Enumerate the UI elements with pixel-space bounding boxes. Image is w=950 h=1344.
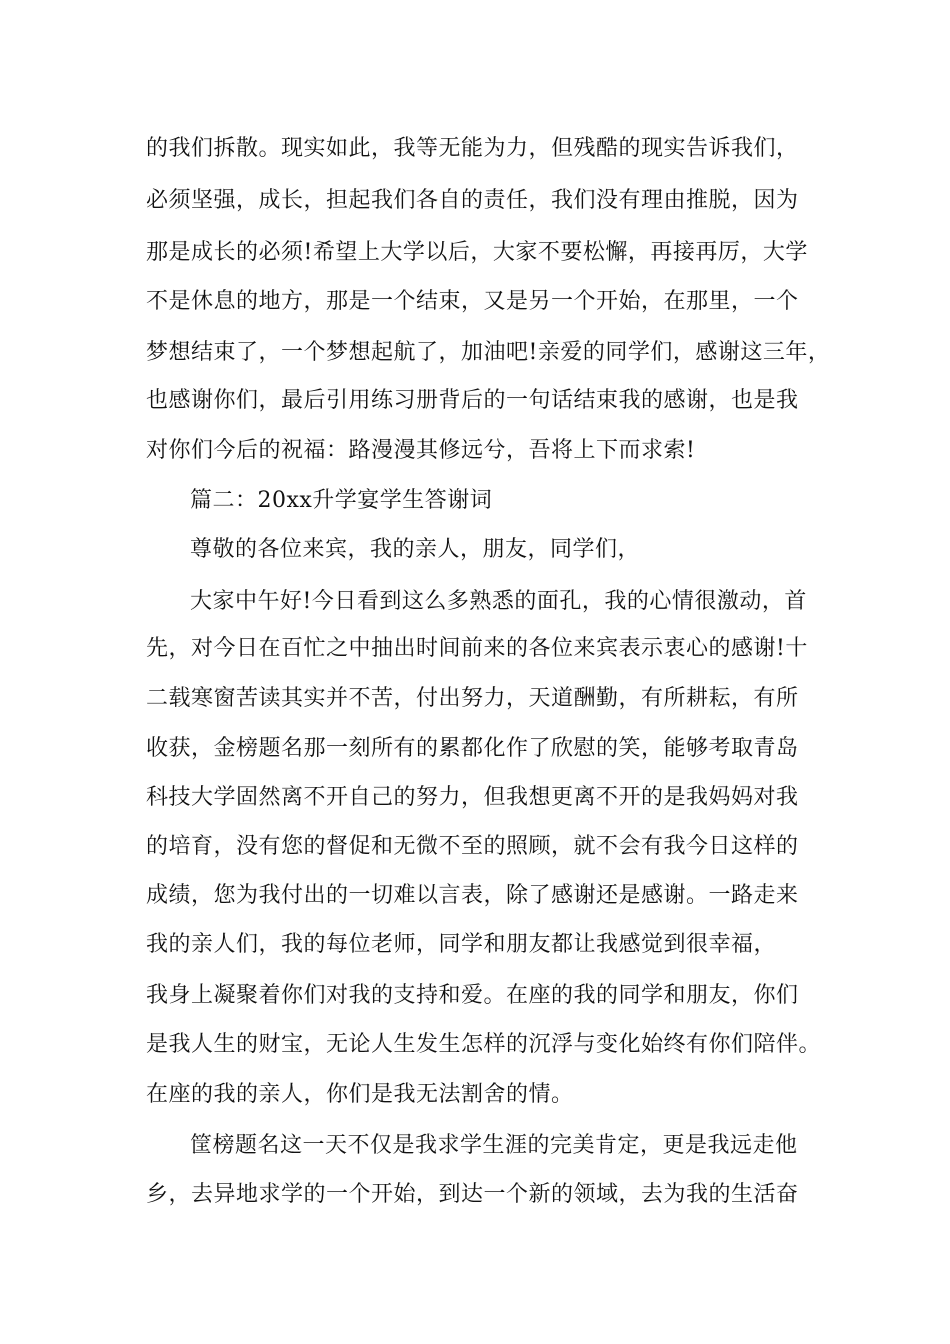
text-line: 乡，去异地求学的一个开始，到达一个新的领域，去为我的生活奋: [146, 1182, 799, 1207]
text-line: 成绩，您为我付出的一切难以言表，除了感谢还是感谢。一路走来: [146, 883, 799, 908]
section-heading: 篇二：20xx升学宴学生答谢词: [190, 488, 493, 513]
text-line: 的我们拆散。现实如此，我等无能为力，但残酷的现实告诉我们，: [146, 136, 799, 161]
text-line: 梦想结束了，一个梦想起航了，加油吧!亲爱的同学们，感谢这三年，: [146, 340, 831, 365]
text-line: 在座的我的亲人，你们是我无法割舍的情。: [146, 1082, 574, 1107]
text-line: 不是休息的地方，那是一个结束，又是另一个开始，在那里，一个: [146, 289, 799, 314]
salutation: 尊敬的各位来宾，我的亲人，朋友，同学们，: [190, 537, 641, 562]
text-line: 二载寒窗苦读其实并不苦，付出努力，天道酬勤，有所耕耘，有所: [146, 686, 799, 711]
text-line: 先，对今日在百忙之中抽出时间前来的各位来宾表示衷心的感谢!十: [146, 636, 808, 661]
text-line: 筐榜题名这一天不仅是我求学生涯的完美肯定，更是我远走他: [190, 1133, 798, 1158]
text-line: 收获，金榜题名那一刻所有的累都化作了欣慰的笑，能够考取青岛: [146, 736, 799, 761]
text-line: 必须坚强，成长，担起我们各自的责任，我们没有理由推脱，因为: [146, 188, 799, 213]
text-line: 也感谢你们，最后引用练习册背后的一句话结束我的感谢，也是我: [146, 388, 799, 413]
text-line: 大家中午好!今日看到这么多熟悉的面孔，我的心情很激动，首: [190, 589, 807, 614]
text-line: 科技大学固然离不开自己的努力，但我想更离不开的是我妈妈对我: [146, 785, 799, 810]
text-line: 我的亲人们，我的每位老师，同学和朋友都让我感觉到很幸福，: [146, 932, 777, 957]
text-line: 是我人生的财宝，无论人生发生怎样的沉浮与变化始终有你们陪伴。: [146, 1032, 822, 1057]
text-line: 那是成长的必须!希望上大学以后，大家不要松懈，再接再厉，大学: [146, 240, 808, 265]
text-line: 我身上凝聚着你们对我的支持和爱。在座的我的同学和朋友，你们: [146, 983, 799, 1008]
text-line: 的培育，没有您的督促和无微不至的照顾，就不会有我今日这样的: [146, 834, 799, 859]
text-line: 对你们今后的祝福：路漫漫其修远兮，吾将上下而求索!: [146, 438, 696, 463]
